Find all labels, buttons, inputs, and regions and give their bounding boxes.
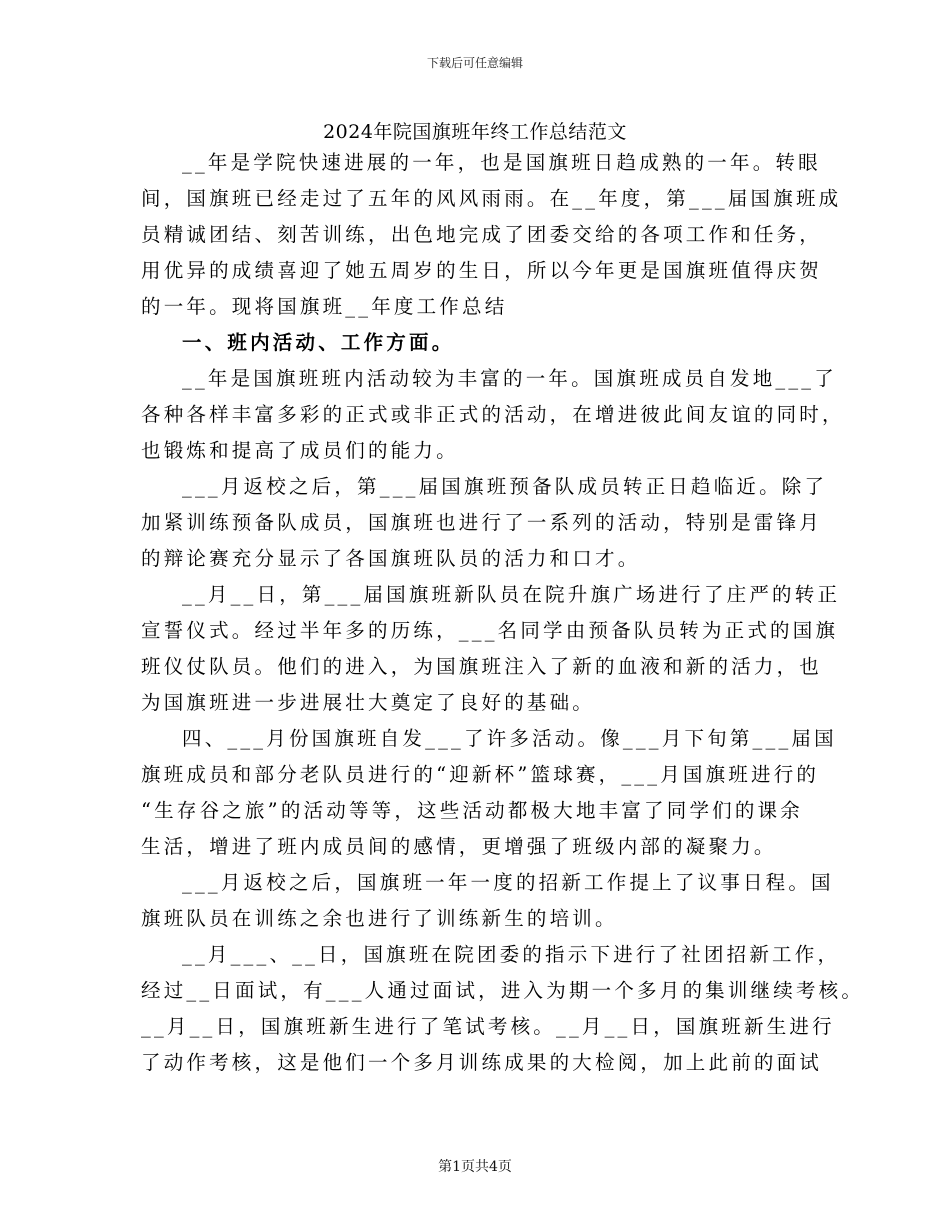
body-line-25: __月__日，国旗班新生进行了笔试考核。__月__日，国旗班新生进行 [141, 1015, 835, 1038]
body-line-22: 旗班队员在训练之余也进行了训练新生的培训。 [141, 907, 618, 930]
body-line-17: 四、___月份国旗班自发___了许多活动。像___月下旬第___届国 [182, 727, 837, 750]
body-line-20: 生活，增进了班内成员间的感情，更增强了班级内部的凝聚力。 [141, 835, 777, 858]
body-line-21: ___月返校之后，国旗班一年一度的招新工作提上了议事日程。国 [182, 871, 834, 894]
body-line-26: 了动作考核，这是他们一个多月训练成果的大检阅，加上此前的面试 [141, 1051, 823, 1074]
section-heading-1: 一、班内活动、工作方面。 [182, 331, 455, 354]
body-line-13: __月__日，第___届国旗班新队员在院升旗广场进行了庄严的转正 [182, 583, 841, 606]
page-header-note: 下载后可任意编辑 [426, 56, 523, 70]
body-line-12: 的辩论赛充分显示了各国旗班队员的活力和口才。 [141, 547, 641, 570]
body-line-3: 员精诚团结、刻苦训练，出色地完成了团委交给的各项工作和任务， [141, 223, 823, 246]
page-number-footer: 第1页共4页 [438, 1159, 512, 1175]
body-line-7: __年是国旗班班内活动较为丰富的一年。国旗班成员自发地___了 [182, 367, 837, 390]
body-line-15: 班仪仗队员。他们的进入，为国旗班注入了新的血液和新的活力，也 [141, 655, 823, 678]
body-line-8: 各种各样丰富多彩的正式或非正式的活动，在增进彼此间友谊的同时， [141, 403, 845, 426]
body-line-24: 经过__日面试，有___人通过面试，进入为期一个多月的集训继续考核。 [141, 979, 865, 1002]
body-line-18: 旗班成员和部分老队员进行的“迎新杯”篮球赛，___月国旗班进行的 [141, 763, 820, 786]
body-line-11: 加紧训练预备队成员，国旗班也进行了一系列的活动，特别是雷锋月 [141, 511, 823, 534]
body-line-14: 宣誓仪式。经过半年多的历练，___名同学由预备队员转为正式的国旗 [141, 619, 839, 642]
body-line-5: 的一年。现将国旗班__年度工作总结 [141, 295, 508, 318]
document-body [141, 145, 865, 1081]
body-line-4: 用优异的成绩喜迎了她五周岁的生日，所以今年更是国旗班值得庆贺 [141, 259, 823, 282]
body-line-23: __月___、__日，国旗班在院团委的指示下进行了社团招新工作， [182, 943, 841, 966]
body-line-1: __年是学院快速进展的一年，也是国旗班日趋成熟的一年。转眼 [182, 151, 821, 174]
body-line-16: 为国旗班进一步进展壮大奠定了良好的基础。 [141, 691, 596, 714]
body-line-10: ___月返校之后，第___届国旗班预备队成员转正日趋临近。除了 [182, 475, 828, 498]
body-line-19: “生存谷之旅”的活动等等，这些活动都极大地丰富了同学们的课余 [141, 799, 803, 822]
document-title: 2024年院国旗班年终工作总结范文 [323, 121, 627, 143]
body-line-9: 也锻炼和提高了成员们的能力。 [141, 439, 459, 462]
body-line-2: 间，国旗班已经走过了五年的风风雨雨。在__年度，第___届国旗班成 [141, 187, 842, 210]
